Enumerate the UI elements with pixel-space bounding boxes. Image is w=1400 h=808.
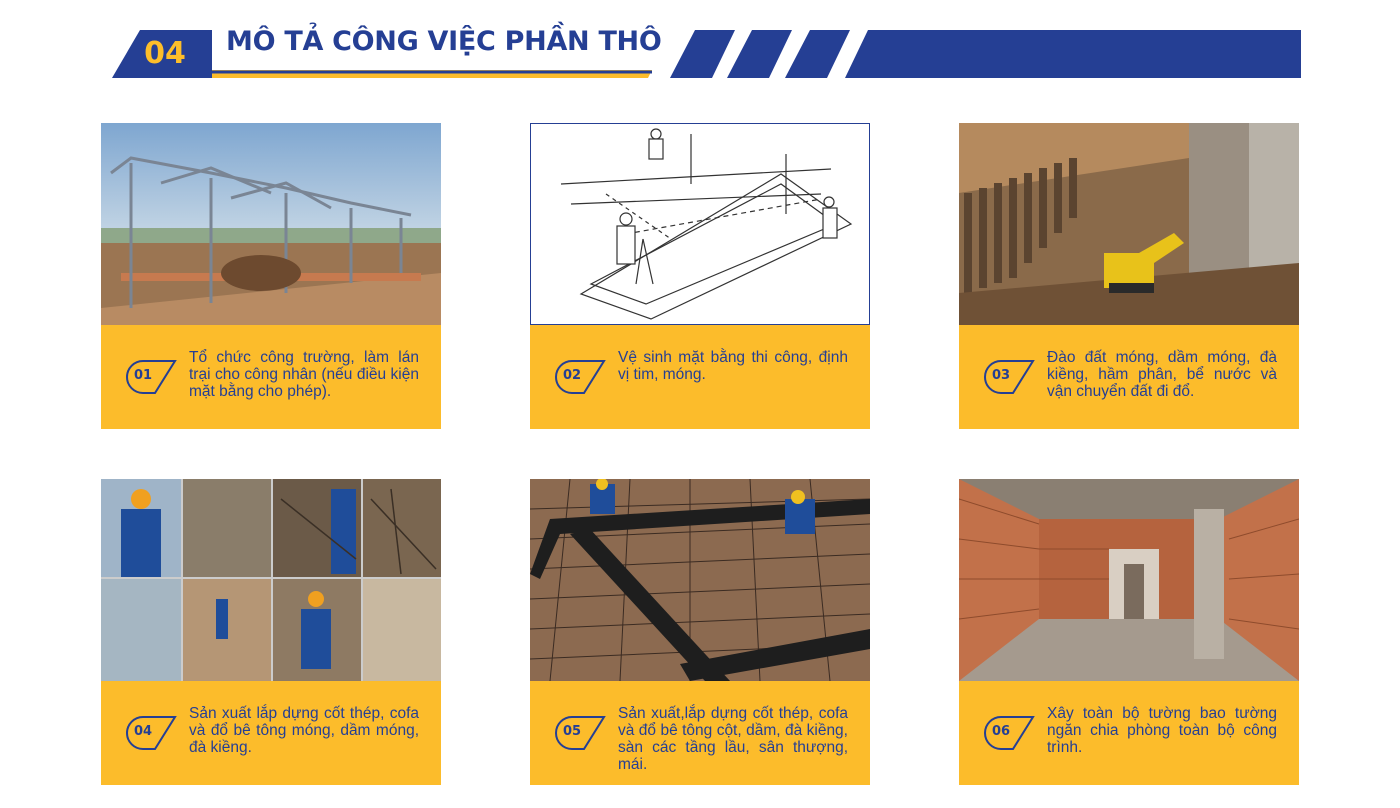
task-caption bbox=[101, 681, 441, 785]
task-caption bbox=[959, 325, 1299, 429]
section-number: 04 bbox=[144, 36, 186, 71]
task-description: Sản xuất,lắp dựng cốt thép, cofa và đổ bê tông cột, dầm, đà kiềng, sàn các tầng lầu, sân thượng, mái. bbox=[618, 705, 848, 773]
step-number: 02 bbox=[562, 368, 582, 383]
task-card-06 bbox=[959, 479, 1299, 785]
step-badge bbox=[550, 713, 610, 753]
surveying-layout-sketch bbox=[530, 123, 870, 325]
task-caption bbox=[101, 325, 441, 429]
step-number: 04 bbox=[133, 724, 153, 739]
section-title: MÔ TẢ CÔNG VIỆC PHẦN THÔ bbox=[226, 26, 662, 57]
task-description: Tổ chức công trường, làm lán trại cho công nhân (nếu điều kiện mặt bằng cho phép). bbox=[189, 349, 419, 400]
brick-walls-photo bbox=[959, 479, 1299, 681]
step-badge bbox=[121, 713, 181, 753]
task-description: Vệ sinh mặt bằng thi công, định vị tim, móng. bbox=[618, 349, 848, 383]
task-description: Xây toàn bộ tường bao tường ngăn chia phòng toàn bộ công trình. bbox=[1047, 705, 1277, 756]
task-caption bbox=[959, 681, 1299, 785]
step-number: 05 bbox=[562, 724, 582, 739]
header-graphic bbox=[0, 0, 1400, 90]
step-badge bbox=[979, 357, 1039, 397]
task-card-02 bbox=[530, 123, 870, 429]
task-card-01 bbox=[101, 123, 441, 429]
task-card-05 bbox=[530, 479, 870, 785]
step-number: 01 bbox=[133, 368, 153, 383]
step-badge bbox=[550, 357, 610, 397]
steel-frame-site-photo bbox=[101, 123, 441, 325]
step-badge bbox=[121, 357, 181, 397]
step-badge bbox=[979, 713, 1039, 753]
task-description: Sản xuất lắp dựng cốt thép, cofa và đổ bê tông móng, dầm móng, đà kiềng. bbox=[189, 705, 419, 756]
task-description: Đào đất móng, dầm móng, đà kiềng, hầm phân, bể nước và vận chuyển đất đi đổ. bbox=[1047, 349, 1277, 400]
excavation-photo bbox=[959, 123, 1299, 325]
section-header bbox=[0, 0, 1400, 90]
rebar-workers-collage bbox=[101, 479, 441, 681]
task-caption bbox=[530, 325, 870, 429]
task-card-04 bbox=[101, 479, 441, 785]
step-number: 03 bbox=[991, 368, 1011, 383]
step-number: 06 bbox=[991, 724, 1011, 739]
task-card-03 bbox=[959, 123, 1299, 429]
task-caption bbox=[530, 681, 870, 785]
rebar-slab-photo bbox=[530, 479, 870, 681]
